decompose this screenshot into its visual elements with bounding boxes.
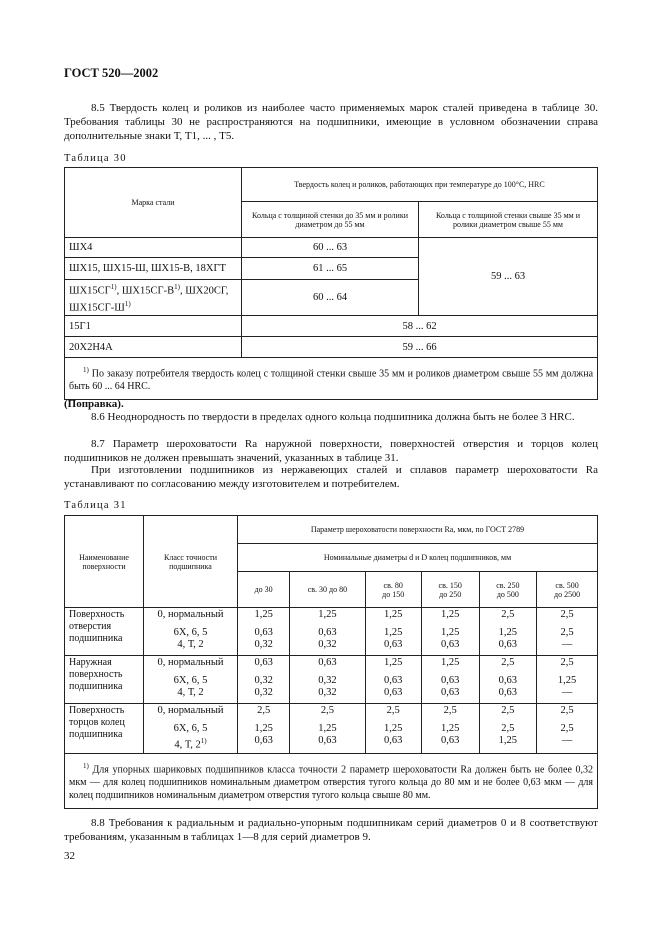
paragraph-stainless: При изготовлении подшипников из нержавеющих сталей и сплавов параметр шероховатости Ra устанавливают по согласованию между изготовителем и потребителем.: [64, 464, 598, 490]
cell-value: 1,25 0,63 0,32: [290, 608, 365, 656]
cell-value: 1,25 0,63 0,32: [238, 608, 290, 656]
cell-value: 2,5 2,5 —: [537, 704, 598, 754]
cell-surface: Наружная поверхность подшипника: [65, 656, 144, 704]
table-30-footnote: $^{1)}$ По заказу потребителя твердость колец с толщиной стенки свыше 35 мм и роликов диаметром свыше 55 мм должна быть 60 ... 64 HRC.: [65, 358, 598, 400]
cell-value: 2,5 1,25 —: [537, 656, 598, 704]
cell-value: 60 ... 63: [242, 238, 419, 258]
cell-value: 1,25 0,63 0,63: [421, 656, 479, 704]
table-row: [65, 337, 598, 358]
cell-value: 1,25 1,25 0,63: [365, 608, 421, 656]
cell-value: 2,5 2,5 1,25: [479, 704, 537, 754]
cell-value: 61 ... 65: [242, 258, 419, 280]
cell-surface: Поверхность отверстия подшипника: [65, 608, 144, 656]
table-30-caption: Таблица 30: [64, 153, 127, 164]
table-row: [65, 238, 598, 258]
col-header-range: св. 150 до 250: [421, 572, 479, 608]
cell-value: 2,5 1,25 0,63: [365, 704, 421, 754]
cell-value: 1,25 1,25 0,63: [421, 608, 479, 656]
col-header-diam: Номинальные диаметры d и D колец подшипников, мм: [238, 544, 598, 572]
col-header-hardness: Твердость колец и роликов, работающих при температуре до 100°С, HRC: [242, 168, 598, 202]
col-header-sub1: Кольца с толщиной стенки до 35 мм и ролики диаметром до 55 мм: [242, 202, 419, 238]
col-header-range: св. 250 до 500: [479, 572, 537, 608]
col-header-class: Класс точности подшипника: [144, 516, 238, 608]
cell-value: 2,5 2,5 —: [537, 608, 598, 656]
col-header-range: св. 80 до 150: [365, 572, 421, 608]
cell-value: 1,25 0,63 0,63: [365, 656, 421, 704]
paragraph-8-5: 8.5 Твердость колец и роликов из наиболее часто применяемых марок сталей приведена в таблице 30. Требования таблицы 30 не распространяются на подшипники, имеющие в условном обозначении справа дополнительные знаки Т, Т1, ... , Т5.: [64, 102, 598, 142]
cell-grade: 20Х2Н4А: [65, 337, 242, 358]
cell-value: 2,5 1,25 0,63: [479, 608, 537, 656]
table-30: [64, 167, 598, 400]
cell-value: 2,5 1,25 0,63: [238, 704, 290, 754]
page-number: 32: [64, 850, 75, 862]
cell-surface: Поверхность торцов колец подшипника: [65, 704, 144, 754]
cell-value: 2,5 0,63 0,63: [479, 656, 537, 704]
paragraph-8-8: 8.8 Требования к радиальным и радиально-упорным подшипникам серий диаметров 0 и 8 соответствуют требованиям, указанным в таблицах 1—8 для серий диаметров 9.: [64, 817, 598, 843]
paragraph-8-6: 8.6 Неоднородность по твердости в пределах одного кольца подшипника должна быть не более 3 HRC.: [91, 411, 575, 423]
table-row: [65, 316, 598, 337]
table-row: [65, 656, 598, 704]
table-row: [65, 608, 598, 656]
cell-value: 59 ... 66: [242, 337, 598, 358]
cell-class: 0, нормальный 6X, 6, 5 4, Т, 2: [144, 656, 238, 704]
cell-value: 0,63 0,32 0,32: [238, 656, 290, 704]
cell-value: 0,63 0,32 0,32: [290, 656, 365, 704]
document-header: ГОСТ 520—2002: [64, 66, 159, 80]
table-31-caption: Таблица 31: [64, 500, 127, 511]
col-header-surface: Наименование поверхности: [65, 516, 144, 608]
col-header-range: св. 30 до 80: [290, 572, 365, 608]
table-31: [64, 515, 598, 809]
col-header-grade: Марка стали: [65, 168, 242, 238]
cell-grade: ШХ15, ШХ15-Ш, ШХ15-В, 18ХГТ: [65, 258, 242, 280]
cell-merged-value: 59 ... 63: [419, 238, 598, 316]
cell-class: 0, нормальный 6X, 6, 5 4, Т, 2: [144, 608, 238, 656]
cell-value: 58 ... 62: [242, 316, 598, 337]
table-31-footnote: $^{1)}$ Для упорных шариковых подшипников класса точности 2 параметр шероховатости Ra должен быть не более 0,32 мкм — для колец подшипников номинальным диаметром отверстия тугого кольца до 80 мм и не более 0,63 мкм — для колец подшипников номинальным диаметром отверстия тугого кольца свыше 80 мм.: [65, 753, 598, 808]
cell-grade: 15Г1: [65, 316, 242, 337]
cell-grade: ШХ15СГ$^{1)}$, $ШХ15СГ-В^{1)}$, ШХ20СГ, $ШХ15СГ-Ш^{1)}$: [65, 280, 242, 316]
col-header-sub2: Кольца с толщиной стенки свыше 35 мм и ролики диаметром свыше 55 мм: [419, 202, 598, 238]
cell-class: 0, нормальный 6X, 6, 5 4, Т, 2$^{1)}$: [144, 704, 238, 754]
correction-note: (Поправка).: [64, 398, 124, 410]
cell-value: 60 ... 64: [242, 280, 419, 316]
cell-value: 2,5 1,25 0,63: [290, 704, 365, 754]
col-header-range: св. 500 до 2500: [537, 572, 598, 608]
col-header-range: до 30: [238, 572, 290, 608]
paragraph-8-7: 8.7 Параметр шероховатости Ra наружной поверхности, поверхностей отверстия и торцов колец подшипников не должен превышать значений, указанных в таблице 31.: [64, 438, 598, 464]
table-row: [65, 704, 598, 754]
cell-grade: ШХ4: [65, 238, 242, 258]
cell-value: 2,5 1,25 0,63: [421, 704, 479, 754]
col-header-param: Параметр шероховатости поверхности Ra, мкм, по ГОСТ 2789: [238, 516, 598, 544]
